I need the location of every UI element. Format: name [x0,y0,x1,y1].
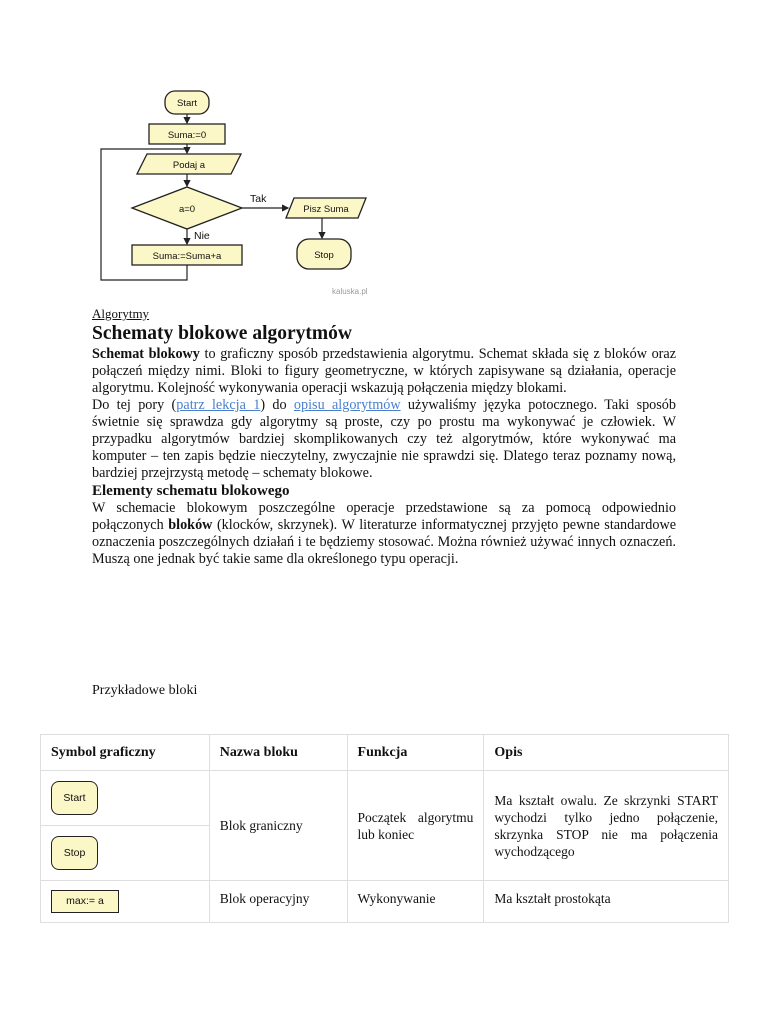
article-body [92,306,676,568]
flow-no-label: Nie [194,230,210,242]
paragraph-intro [92,346,676,397]
table-header-row [41,735,729,771]
flow-init-label: Suma:=0 [167,130,207,141]
flow-yes-label: Tak [250,193,267,205]
page-title: Schematy blokowe algorytmów [92,323,352,344]
blocks-table [40,734,729,923]
paragraph-elements [92,500,676,568]
name-cell: Blok graniczny [209,771,347,881]
function-cell: Początek algorytmu lub koniec [347,771,484,881]
flow-condition-label: a=0 [178,204,196,215]
intro-text: to graficzny sposób przedstawienia algorytmu. Schemat składa się z bloków oraz połączeń między nimi. Bloki to figury geometryczne, w których zapisywane są działania, operacje algorytmu. Kolejność wykonywania operacji wskazują połączenia między blokami. [92,346,677,396]
lesson-1-link[interactable]: patrz lekcja 1 [176,397,261,413]
flowchart-diagram [92,86,382,298]
name-cell: Blok operacyjny [209,881,347,923]
stop-symbol: Stop [51,836,98,870]
symbol-cell [41,771,210,826]
watermark-text: kaluska.pl [332,287,368,296]
elements-text-a: W schemacie blokowym poszczególne operacje przedstawione są za pomocą odpowiednio połączonych [92,500,676,533]
flowchart-figure [92,86,382,298]
blocks-bold: bloków [168,517,213,533]
category-link[interactable]: Algorytmy [92,306,150,321]
flow-input-label: Podaj a [172,160,206,171]
context-text-a: Do tej pory ( [92,397,177,413]
context-text-c: używaliśmy języka potocznego. Taki sposób świetnie się sprawdza gdy algorytmy są proste, czy po prostu ma wykonywać je człowiek. W przypadku algorytmów bardziej skomplikowanych czy też algorytmów, które wykonywać ma komputer – ten zapis będzie nieczytelny, zwyczajnie nie sprawdzi się. Dlatego teraz poznamy nową, bardziej przejrzystą metodę – schematy blokowe. [92,397,676,481]
elements-text-b: (klocków, skrzynek). W literaturze informatycznej przyjęto pewne standardowe oznaczenia poszczególnych działań i te będziemy stosować. Można również używać innych oznaczeń. Muszą one jednak być takie same dla określonego typu operacji. [92,517,676,567]
start-symbol: Start [51,781,98,815]
flow-stop-label: Stop [314,250,334,261]
header-function: Funkcja [347,735,484,771]
context-text-b: ) do [260,397,294,413]
symbol-cell [41,826,210,881]
table-row [41,771,729,826]
header-symbol: Symbol graficzny [41,735,210,771]
algorithm-description-link[interactable]: opisu algorytmów [293,397,401,413]
table-row [41,881,729,923]
flow-update-label: Suma:=Suma+a [152,251,222,262]
paragraph-context [92,397,676,482]
description-cell: Ma kształt owalu. Ze skrzynki START wychodzi tylko jedno połączenie, skrzynka STOP nie ma połączenia wychodzącego [484,771,729,881]
description-cell: Ma kształt prostokąta [484,881,729,923]
header-name: Nazwa bloku [209,735,347,771]
example-blocks-label: Przykładowe bloki [92,683,198,698]
symbol-cell [41,881,210,923]
flow-start-label: Start [176,98,198,109]
section-heading: Elementy schematu blokowego [92,483,290,499]
function-cell: Wykonywanie [347,881,484,923]
header-description: Opis [484,735,729,771]
operation-symbol: max:= a [51,890,119,913]
term-bold: Schemat blokowy [92,346,200,362]
flow-print-label: Pisz Suma [303,204,349,215]
